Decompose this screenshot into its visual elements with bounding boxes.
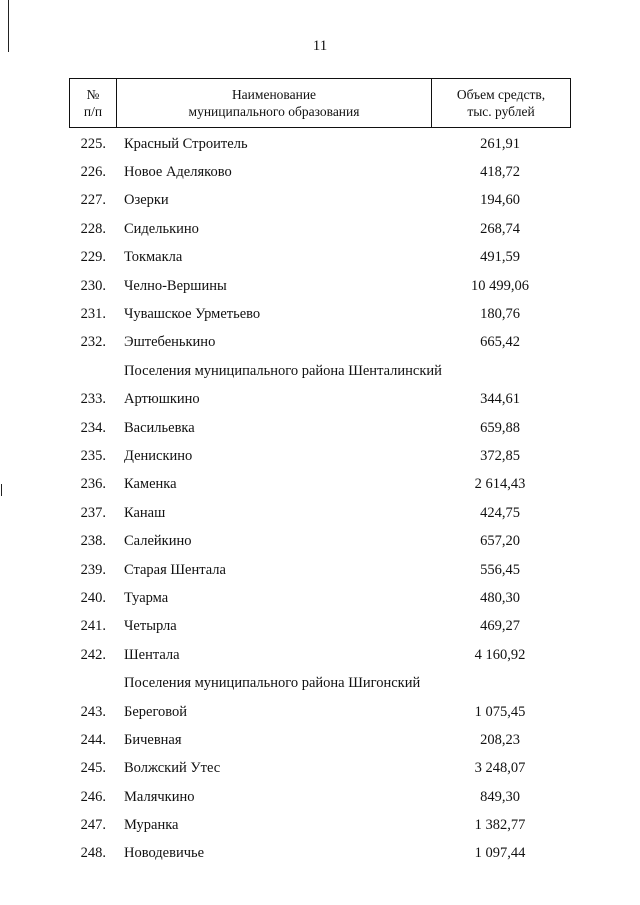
municipality-name: Муранка [124, 817, 179, 834]
amount-value: 418,72 [480, 164, 520, 181]
table-row [69, 783, 571, 811]
table-row [69, 414, 571, 442]
header-line: Наименование [231, 87, 317, 102]
table-row [69, 187, 571, 215]
amount-value: 372,85 [480, 447, 520, 464]
municipality-name: Новое Аделяково [124, 164, 232, 181]
municipality-name: Токмакла [124, 249, 183, 266]
header-line: тыс. рублей [467, 104, 535, 119]
amount-value: 2 614,43 [474, 476, 526, 493]
amount-value: 4 160,92 [474, 646, 526, 663]
table-row [69, 499, 571, 527]
municipality-name: Малячкино [124, 788, 195, 805]
amount-value: 3 248,07 [474, 760, 526, 777]
amount-value: 1 075,45 [474, 703, 526, 720]
scan-edge-mark [1, 484, 2, 496]
row-number: 242. [80, 646, 106, 663]
amount-value: 268,74 [480, 220, 520, 237]
table-row [69, 556, 571, 584]
row-number: 246. [80, 788, 106, 805]
table-row [69, 244, 571, 272]
amount-value: 424,75 [480, 504, 520, 521]
amount-value: 469,27 [480, 618, 520, 635]
amount-value: 180,76 [480, 306, 520, 323]
column-header-name [117, 79, 432, 127]
table-row [69, 442, 571, 470]
table-row [69, 527, 571, 555]
municipality-name: Туарма [124, 589, 169, 606]
municipality-name: Чувашское Урметьево [124, 306, 261, 323]
row-number: 247. [80, 817, 106, 834]
row-number: 234. [80, 419, 106, 436]
table-row [69, 130, 571, 158]
table-row [69, 698, 571, 726]
municipality-name: Береговой [124, 703, 188, 720]
amount-value: 208,23 [480, 731, 520, 748]
header-line: муниципального образования [188, 104, 360, 119]
amount-value: 659,88 [480, 419, 520, 436]
table-body [69, 128, 571, 868]
row-number: 230. [80, 277, 106, 294]
municipality-name: Васильевка [124, 419, 195, 436]
column-header-amount [432, 79, 570, 127]
row-number: 233. [80, 391, 106, 408]
row-number: 243. [80, 703, 106, 720]
municipality-name: Салейкино [124, 533, 192, 550]
table-row [69, 584, 571, 612]
row-number: 232. [80, 334, 106, 351]
table-header [69, 78, 571, 128]
municipality-name: Артюшкино [124, 391, 200, 408]
row-number: 245. [80, 760, 106, 777]
municipality-name: Четырла [124, 618, 177, 635]
table-row [69, 726, 571, 754]
amount-value: 491,59 [480, 249, 520, 266]
municipality-name: Волжский Утес [124, 760, 221, 777]
amount-value: 480,30 [480, 589, 520, 606]
allocation-table [69, 78, 571, 868]
row-number: 225. [80, 135, 106, 152]
table-row [69, 613, 571, 641]
row-number: 228. [80, 220, 106, 237]
section-heading-row [69, 669, 571, 697]
row-number: 236. [80, 476, 106, 493]
table-row [69, 215, 571, 243]
municipality-name: Шентала [124, 646, 180, 663]
amount-value: 1 382,77 [474, 817, 526, 834]
municipality-name: Красный Строитель [124, 135, 248, 152]
amount-value: 10 499,06 [471, 277, 529, 294]
row-number: 229. [80, 249, 106, 266]
amount-value: 849,30 [480, 788, 520, 805]
header-line: Объем средств, [456, 87, 546, 102]
municipality-name: Челно-Вершины [124, 277, 227, 294]
row-number: 244. [80, 731, 106, 748]
section-heading: Поселения муниципального района Шигонский [124, 675, 421, 692]
table-row [69, 471, 571, 499]
municipality-name: Сиделькино [124, 220, 199, 237]
page-number: 11 [312, 38, 328, 54]
header-line: п/п [83, 104, 103, 119]
amount-value: 344,61 [480, 391, 520, 408]
row-number: 226. [80, 164, 106, 181]
municipality-name: Новодевичье [124, 845, 205, 862]
row-number: 238. [80, 533, 106, 550]
column-header-number [70, 79, 117, 127]
row-number: 237. [80, 504, 106, 521]
row-number: 235. [80, 447, 106, 464]
municipality-name: Каменка [124, 476, 177, 493]
amount-value: 657,20 [480, 533, 520, 550]
row-number: 240. [80, 589, 106, 606]
table-row [69, 811, 571, 839]
municipality-name: Эштебенькино [124, 334, 216, 351]
row-number: 227. [80, 192, 106, 209]
amount-value: 1 097,44 [474, 845, 526, 862]
municipality-name: Денискино [124, 447, 193, 464]
row-number: 241. [80, 618, 106, 635]
section-heading-row [69, 357, 571, 385]
table-row [69, 840, 571, 868]
row-number: 248. [80, 845, 106, 862]
municipality-name: Бичевная [124, 731, 182, 748]
amount-value: 261,91 [480, 135, 520, 152]
table-row [69, 755, 571, 783]
table-row [69, 329, 571, 357]
table-row [69, 272, 571, 300]
table-row [69, 158, 571, 186]
amount-value: 665,42 [480, 334, 520, 351]
row-number: 231. [80, 306, 106, 323]
amount-value: 556,45 [480, 561, 520, 578]
municipality-name: Старая Шентала [124, 561, 226, 578]
table-row [69, 641, 571, 669]
section-heading: Поселения муниципального района Шенталинский [124, 362, 442, 379]
table-row [69, 386, 571, 414]
municipality-name: Озерки [124, 192, 169, 209]
row-number: 239. [80, 561, 106, 578]
amount-value: 194,60 [480, 192, 520, 209]
municipality-name: Канаш [124, 504, 166, 521]
table-row [69, 300, 571, 328]
header-line: № [86, 87, 100, 102]
